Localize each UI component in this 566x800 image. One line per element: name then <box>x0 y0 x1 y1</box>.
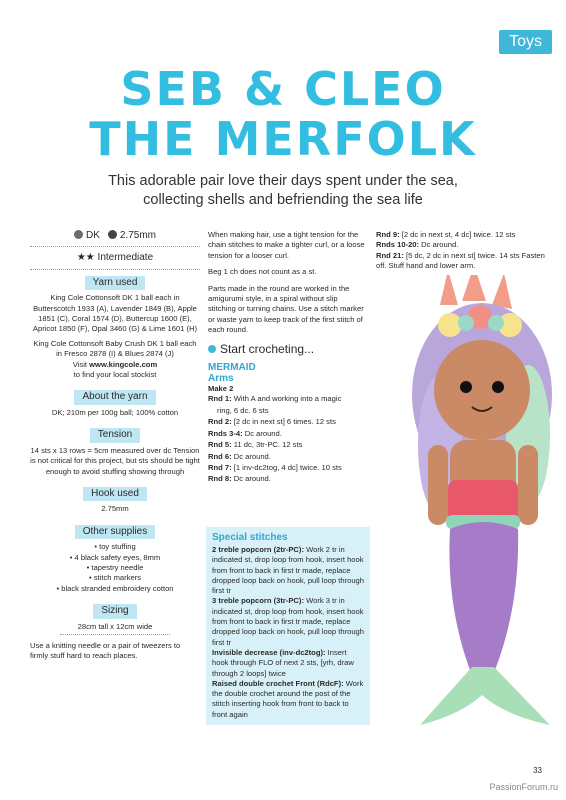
list-item: Rnd 9: [2 dc in next st, 4 dc] twice. 12 sts <box>376 230 516 239</box>
special-stitches-heading: Special stitches <box>212 532 288 543</box>
stitch-rdcf: Raised double crochet Front (RdcF): Work the double crochet around the post of the stitch inserting hook from front to back to front again <box>212 678 364 719</box>
other-supplies-heading: Other supplies <box>75 525 155 539</box>
yarn-used-heading: Yarn used <box>85 276 146 290</box>
subtitle-line-2: collecting shells and befriending the sea life <box>143 192 423 208</box>
list-item: Rnd 5: 11 dc, 3tr-PC. 12 sts <box>208 440 303 450</box>
yarn-url[interactable]: www.kingcole.com <box>89 359 158 369</box>
hook-used-heading: Hook used <box>83 487 147 501</box>
hook-icon <box>108 230 117 239</box>
yarn-stockist: to find your local stockist <box>73 370 157 380</box>
yarn-visit: Visit www.kingcole.com <box>72 359 158 369</box>
special-stitches-box <box>206 527 370 725</box>
hook-used-text: 2.75mm <box>101 504 129 514</box>
yarn-used-p2: King Cole Cottonsoft Baby Crush DK 1 ball each in Fresco 2878 (I) & Blues 2874 (J) <box>33 338 197 359</box>
tension-text: 14 sts x 13 rows = 5cm measured over dc Tension is not critical for this project, but sts should be tight enough to avoid stuffing showing through <box>30 445 200 476</box>
round-note: Parts made in the round are worked in the amigurumi style, in a spiral without slip stitching or turning chains. Use a stitch marker or waste yarn to keep track of the first stitch of each round. <box>208 283 364 335</box>
stitch-inv-dc2tog: Invisible decrease (inv-dc2tog): Insert hook through FLO of next 2 sts, [yrh, draw through 2 loops] twice <box>212 647 354 678</box>
start-crocheting: Start crocheting... <box>208 344 366 354</box>
title-line-2: THE MERFOLK <box>89 112 477 166</box>
list-item: Rnd 7: [1 inv-dc2tog, 4 dc] twice. 10 sts <box>208 462 342 472</box>
about-yarn-heading: About the yarn <box>74 390 155 404</box>
yarn-used-p1: King Cole Cottonsoft DK 1 ball each in Butterscotch 1933 (A), Lavender 1849 (B), Apple 1851 (C), Coral 1574 (D), Buttercup 1600 (E), Apricot 1850 (F), Opal 3460 (G) & Lime 1601 (H) <box>32 293 198 334</box>
list-item: Rnd 8: Dc around. <box>208 474 271 484</box>
about-yarn-text: DK; 210m per 100g ball; 100% cotton <box>51 407 179 417</box>
list-item: ring, 6 dc. 6 sts <box>217 405 269 415</box>
list-item: Rnd 2: [2 dc in next st] 6 times. 12 sts <box>208 417 336 427</box>
hook-size: 2.75mm <box>108 230 156 241</box>
sizing-heading: Sizing <box>93 604 136 618</box>
page-number: 33 <box>533 766 542 775</box>
list-item: • tapestry needle <box>86 562 144 572</box>
list-item: • stitch markers <box>88 573 142 583</box>
part-title: MERMAID <box>208 362 256 374</box>
part-subtitle: Arms <box>208 373 234 385</box>
title-line-1: SEB & CLEO <box>120 62 446 116</box>
make-count: Make 2 <box>208 384 234 394</box>
list-item: Rnd 21: [5 dc, 2 dc in next st] twice. 14 sts Fasten off. Stuff hand and lower arm. <box>376 250 545 271</box>
list-item: Rnds 10-20: Dc around. <box>376 240 459 250</box>
list-item: • black stranded embroidery cotton <box>56 583 174 593</box>
instructions-column <box>208 230 366 486</box>
yarn-ball-icon <box>74 230 83 239</box>
sizing-text: 28cm tall x 12cm wide <box>77 621 153 631</box>
subtitle <box>0 172 566 210</box>
spec-summary <box>30 228 200 247</box>
tension-heading: Tension <box>90 428 140 442</box>
divider <box>60 634 170 635</box>
supplies-list <box>30 542 200 594</box>
stuffing-tip: Use a knitting needle or a pair of tweezers to firmly stuff hard to reach places. <box>30 640 181 661</box>
list-item: • toy stuffing <box>94 542 136 552</box>
list-item: • 4 black safety eyes, 8mm <box>69 552 161 562</box>
list-item: Rnd 1: With A and working into a magic <box>208 394 342 404</box>
list-item: Rnd 6: Dc around. <box>208 451 271 461</box>
section-tag: Toys <box>499 30 552 54</box>
yarn-weight: DK <box>74 230 100 241</box>
skill-level: ★★ Intermediate <box>30 247 200 269</box>
subtitle-line-1: This adorable pair love their days spent under the sea, <box>108 173 458 189</box>
instructions-column-right <box>376 230 552 272</box>
specs-column <box>30 228 200 666</box>
bullet-icon <box>208 345 216 353</box>
mermaid-doll-photo <box>400 275 566 755</box>
stitch-2tr-pc: 2 treble popcorn (2tr-PC): Work 2 tr in indicated st, drop loop from hook, insert hook from front to back in first tr made, replace dropped loop back on hook, pull loop through first tr <box>212 545 364 596</box>
stitch-3tr-pc: 3 treble popcorn (3tr-PC): Work 3 tr in indicated st, drop loop from hook, insert hook from front to back in first tr made, replace dropped loop back on hook, pull loop through first tr <box>212 596 364 647</box>
list-item: Rnds 3-4: Dc around. <box>208 428 282 438</box>
beg-note: Beg 1 ch does not count as a st. <box>208 267 317 277</box>
hair-note: When making hair, use a tight tension for the chain stitches to make a tighter curl, or a loose tension for a looser curl. <box>208 230 365 260</box>
watermark: PassionForum.ru <box>489 782 558 792</box>
